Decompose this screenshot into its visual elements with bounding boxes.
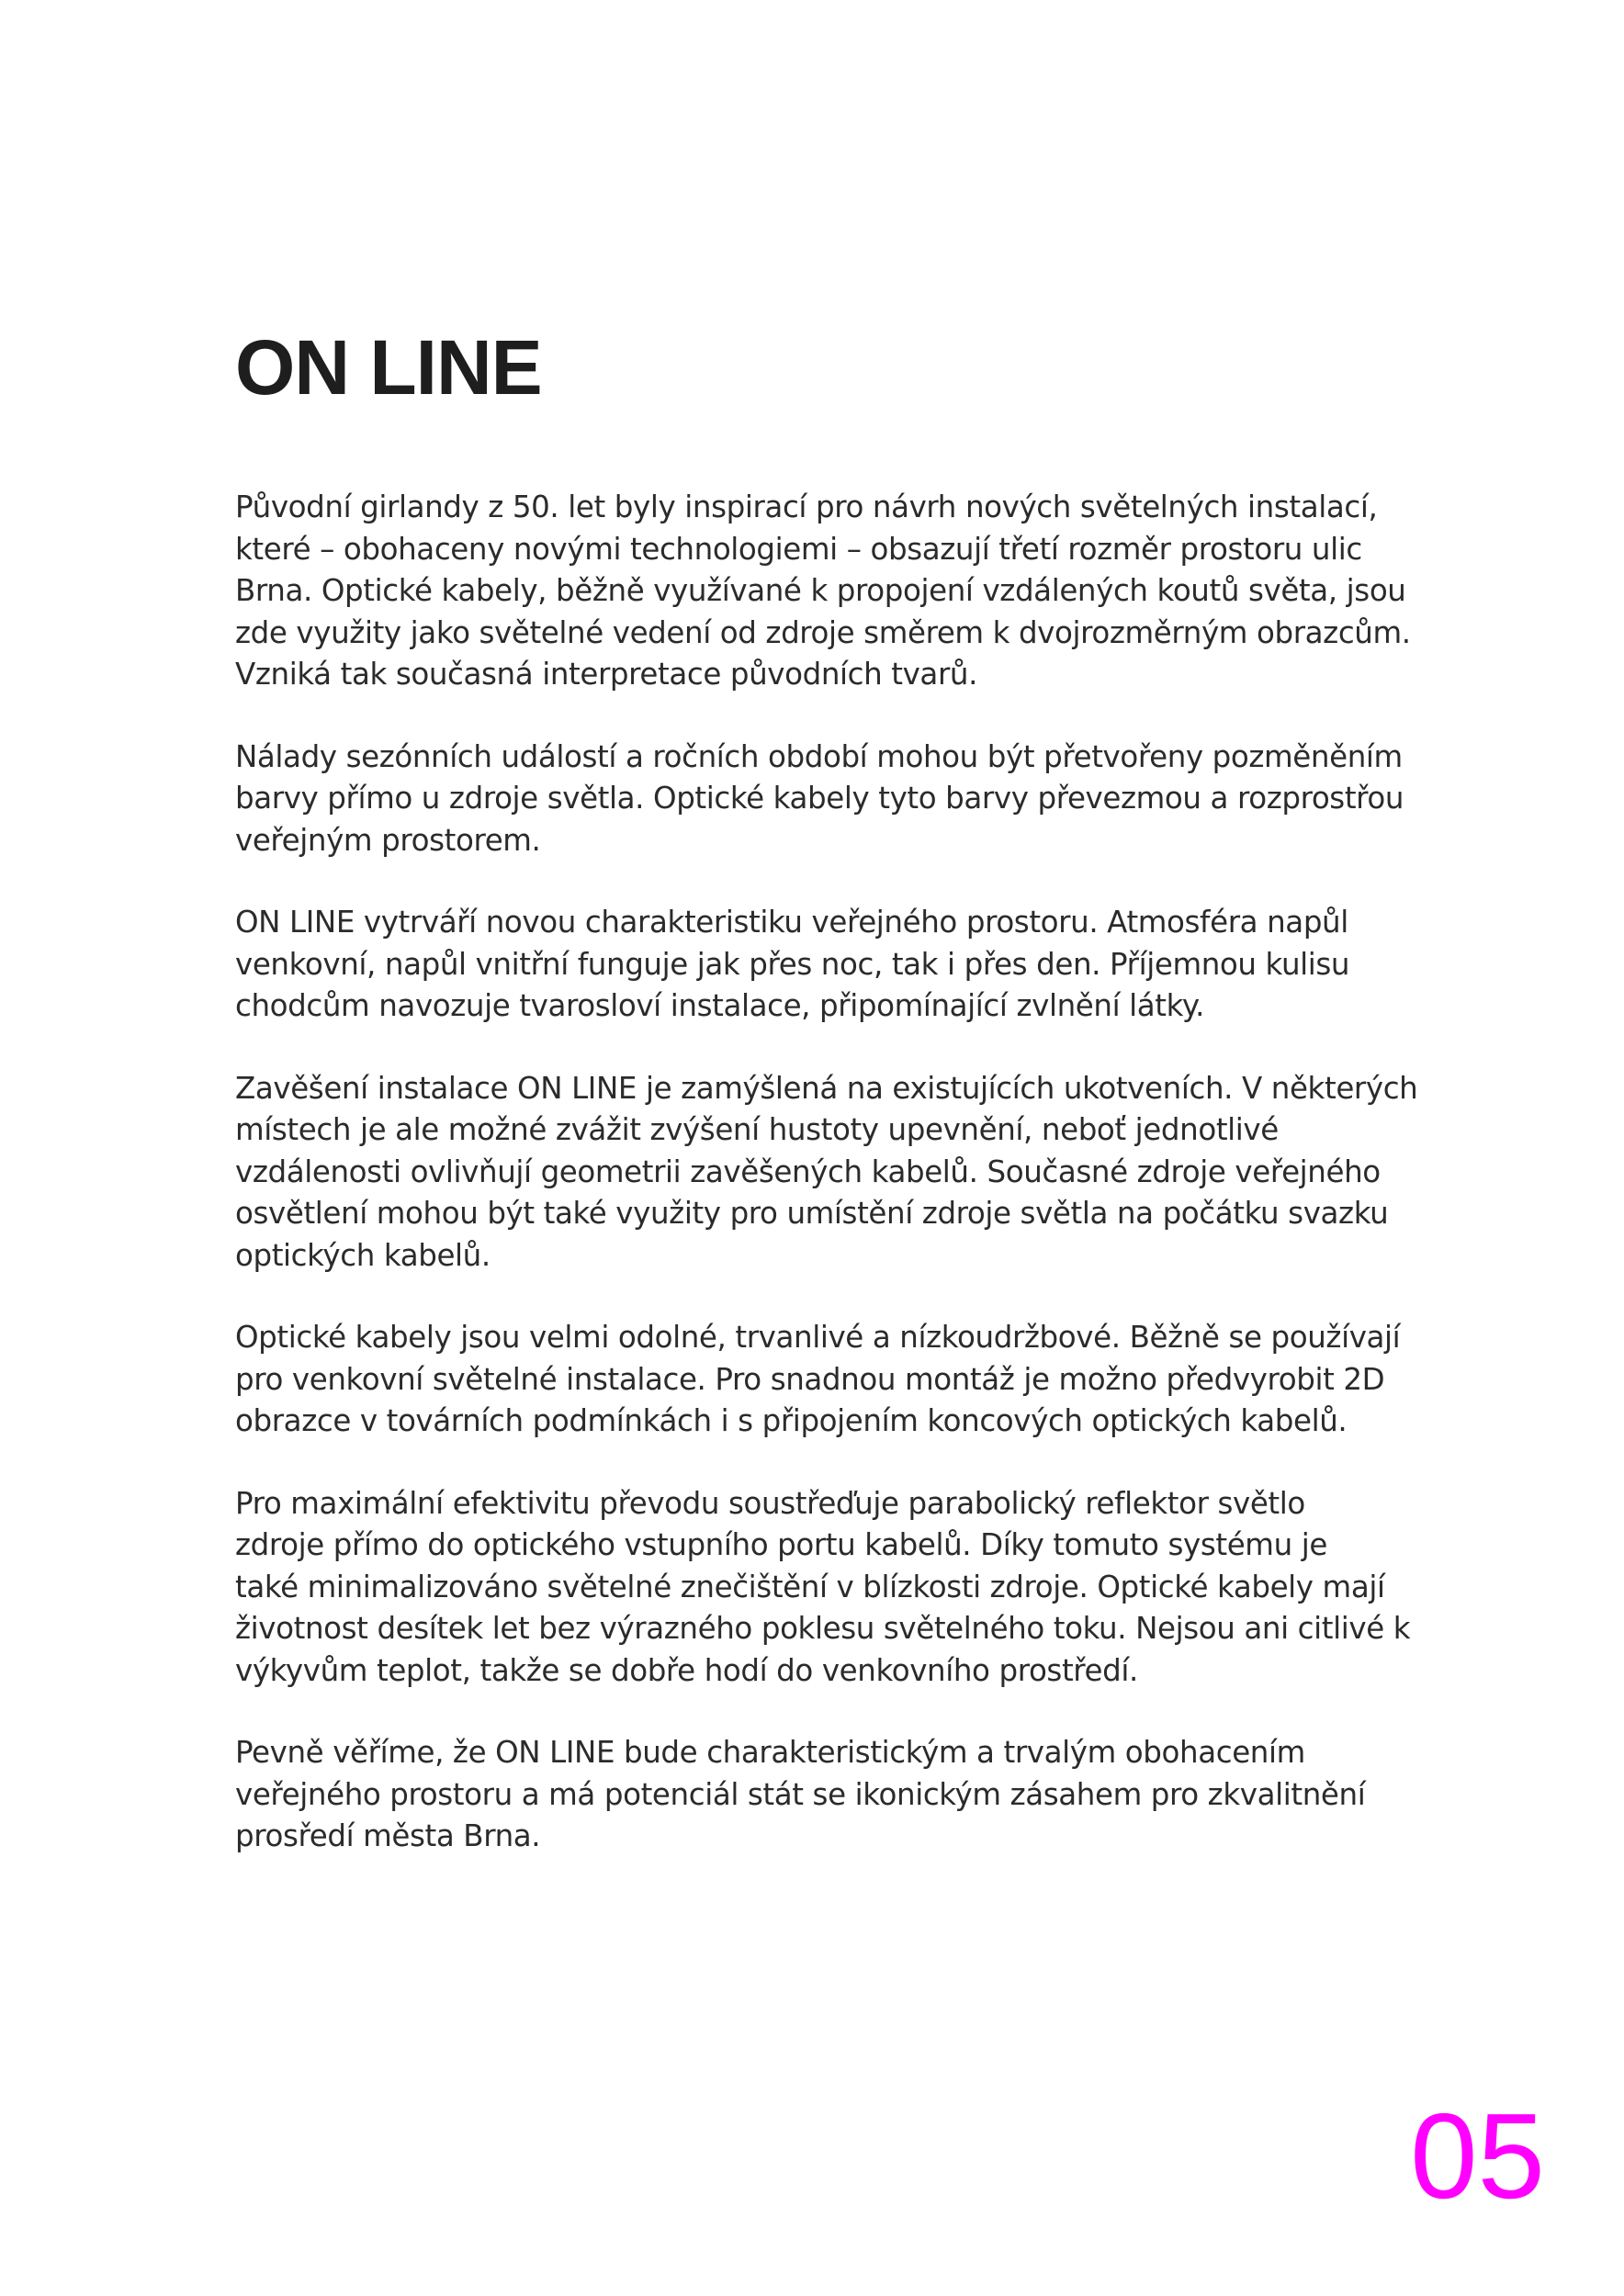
text-line: Původní girlandy z 50. let byly inspirací pro návrh nových světelných instalací, — [235, 490, 1378, 524]
text-line: ON LINE vytrváří novou charakteristiku veřejného prostoru. Atmosféra napůl — [235, 905, 1348, 940]
text-line: Zavěšení instalace ON LINE je zamýšlená na existujících ukotveních. V některých — [235, 1070, 1418, 1106]
text-line: zde využity jako světelné vedení od zdroje směrem k dvojrozměrným obrazcům. — [235, 614, 1411, 650]
text-line: které – obohaceny novými technologiemi – obsazují třetí rozměr prostoru ulic — [235, 531, 1362, 567]
text-line: optických kabelů. — [235, 1237, 491, 1273]
text-line: Vzniká tak současná interpretace původních tvarů. — [235, 657, 978, 692]
text-line: místech je ale možné zvážit zvýšení hustoty upevnění, neboť jednotlivé — [235, 1112, 1279, 1147]
paragraph-4 — [235, 1068, 1418, 1277]
text-line: také minimalizováno světelné znečištění v blízkosti zdroje. Optické kabely mají — [235, 1569, 1385, 1604]
text-line: chodcům navozuje tvarosloví instalace, připomínající zvlnění látky. — [235, 988, 1205, 1023]
text-line: životnost desítek let bez výrazného poklesu světelného toku. Nejsou ani citlivé k — [235, 1611, 1411, 1646]
paragraph-7 — [235, 1732, 1393, 1858]
text-line: Nálady sezónních událostí a ročních období mohou být přetvořeny pozměněním — [235, 738, 1403, 774]
paragraph-1 — [235, 487, 1411, 696]
text-line: Optické kabely jsou velmi odolné, trvanlivé a nízkoudržbové. Běžně se používají — [235, 1320, 1401, 1355]
paragraph-6 — [235, 1483, 1411, 1693]
text-line: barvy přímo u zdroje světla. Optické kabely tyto barvy převezmou a rozprostřou — [235, 781, 1404, 816]
text-line: prosředí města Brna. — [235, 1818, 541, 1853]
text-line: obrazce v továrních podmínkách i s připojením koncových optických kabelů. — [235, 1403, 1348, 1438]
text-line: veřejným prostorem. — [235, 822, 541, 858]
text-line: vzdálenosti ovlivňují geometrii zavěšených kabelů. Současné zdroje veřejného — [235, 1154, 1381, 1189]
paragraph-3 — [235, 902, 1393, 1028]
text-line: veřejného prostoru a má potenciál stát se ikonickým zásahem pro zkvalitnění — [235, 1776, 1366, 1812]
body-text — [235, 487, 1418, 1898]
text-line: Pevně věříme, že ON LINE bude charakteristickým a trvalým obohacením — [235, 1735, 1305, 1770]
paragraph-5 — [235, 1317, 1401, 1443]
paragraph-2 — [235, 737, 1404, 862]
text-line: Pro maximální efektivitu převodu soustřeďuje parabolický reflektor světlo — [235, 1485, 1305, 1521]
text-line: zdroje přímo do optického vstupního portu kabelů. Díky tomuto systému je — [235, 1527, 1327, 1562]
page-number: 05 — [1410, 2088, 1545, 2223]
page-title: ON LINE — [235, 324, 542, 411]
text-line: pro venkovní světelné instalace. Pro snadnou montáž je možno předvyrobit 2D — [235, 1361, 1385, 1397]
text-line: osvětlení mohou být také využity pro umístění zdroje světla na počátku svazku — [235, 1196, 1389, 1231]
text-line: Brna. Optické kabely, běžně využívané k propojení vzdálených koutů světa, jsou — [235, 573, 1406, 608]
text-line: výkyvům teplot, takže se dobře hodí do venkovního prostředí. — [235, 1652, 1138, 1688]
text-line: venkovní, napůl vnitřní funguje jak přes noc, tak i přes den. Příjemnou kulisu — [235, 946, 1350, 982]
